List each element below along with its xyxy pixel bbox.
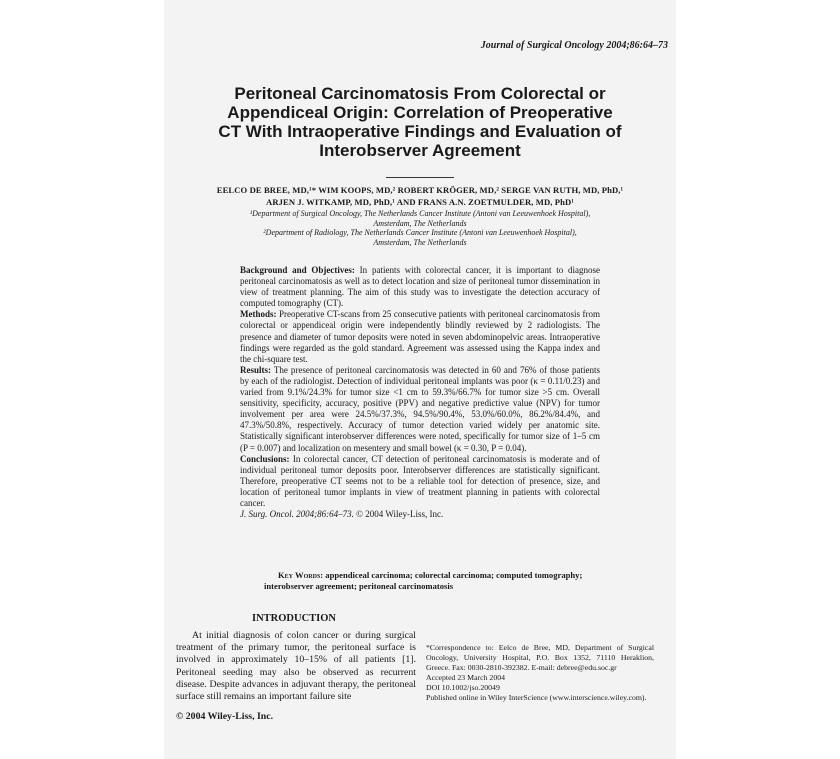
abstract-results: [240, 365, 600, 454]
background-label: Background and Objectives:: [240, 265, 355, 275]
introduction-heading: INTRODUCTION: [252, 613, 337, 624]
title-divider: [386, 177, 454, 178]
paper-title: [184, 84, 656, 160]
introduction-column: [176, 630, 416, 703]
accepted-date: Accepted 23 March 2004: [426, 673, 506, 682]
author-line: ARJEN J. WITKAMP, MD, PhD,¹ AND FRANS A.N. ZOETMULDER, MD, PhD¹: [266, 197, 574, 207]
keywords-label: Key Words:: [278, 570, 324, 580]
title-line: Appendiceal Origin: Correlation of Preoperative: [227, 103, 613, 122]
abstract: [240, 265, 600, 520]
right-margin: [676, 0, 840, 759]
keywords: [264, 570, 594, 592]
abstract-citation: [240, 509, 600, 520]
abstract-conclusions: [240, 454, 600, 509]
published-note: Published online in Wiley InterScience (www.interscience.wiley.com).: [426, 693, 647, 702]
citation-journal: J. Surg. Oncol. 2004;86:64–73.: [240, 509, 354, 520]
conclusions-text: In colorectal cancer, CT detection of peritoneal carcinomatosis is moderate and of individual peritoneal tumor deposits poor. Interobserver differences are statistically significant. Therefore, preoperative CT seems not to be a reliable tool for detection of presence, size, and location of peritoneal tumor implants in view of treatment planning in patients with colorectal cancer.: [240, 453, 600, 508]
correspondence-note: *Correspondence to: Eelco de Bree, MD, Department of Surgical Oncology, University Hospital, P.O. Box 1352, 71110 Heraklion, Greece. Fax: 0030-2810-392382. E-mail: debree@edu.soc.gr: [426, 643, 654, 672]
conclusions-label: Conclusions:: [240, 453, 290, 464]
citation-copyright: © 2004 Wiley-Liss, Inc.: [353, 509, 444, 520]
title-line: Peritoneal Carcinomatosis From Colorectal or: [234, 84, 606, 103]
introduction-text: At initial diagnosis of colon cancer or during surgical treatment of the primary tumor, the peritoneal surface is involved in approximately 10–15% of all patients [1]. Peritoneal seeding may also be observed as recurrent disease. Despite advances in adjuvant therapy, the peritoneal surface still remains an important failure site: [176, 630, 416, 703]
methods-label: Methods:: [240, 309, 277, 320]
affiliation-line: Amsterdam, The Netherlands: [373, 238, 467, 247]
left-margin: [0, 0, 164, 759]
journal-header: Journal of Surgical Oncology 2004;86:64–73: [480, 40, 668, 51]
affiliation-2: [188, 228, 652, 248]
doi-note: DOI 10.1002/jso.20049: [426, 683, 500, 692]
affiliation-1: [188, 209, 652, 229]
affiliation-line: ¹Department of Surgical Oncology, The Netherlands Cancer Institute (Antoni van Leeuwenhoek Hospital),: [249, 209, 591, 218]
keywords-text: appendiceal carcinoma; colorectal carcinoma; computed tomography; interobserver agreement; peritoneal carcinomatosis: [264, 570, 583, 591]
paper-page: [164, 0, 676, 759]
results-label: Results:: [240, 364, 271, 375]
author-line: EELCO DE BREE, MD,¹* WIM KOOPS, MD,² ROBERT KRÖGER, MD,² SERGE VAN RUTH, MD, PhD,¹: [216, 185, 624, 195]
results-text: The presence of peritoneal carcinomatosis was detected in 60 and 76% of those patients by each of the radiologist. Detection of individual peritoneal implants was poor (κ = 0.11/0.23) and varied from 9.1%/24.3% for tumor size <1 cm to 59.3%/66.7% for tumor size >5 cm. Overall sensitivity, specificity, accuracy, positive (PPV) and negative predictive value (NPV) for tumor involvement per area were 24.5%/37.3%, 94.5%/90.4%, 53.0%/60.0%, 86.2%/84.4%, and 47.3%/50.8%, respectively. Accuracy of tumor detection varied widely per anatomic site. Statistically significant interobserver differences were noted, specifically for tumor size of 1–5 cm (P = 0.007) and localization on mesentery and small bowel (κ = 0.30, P = 0.04).: [240, 364, 600, 453]
author-list: [188, 184, 652, 208]
title-line: CT With Intraoperative Findings and Evaluation of: [218, 122, 622, 141]
copyright-notice: © 2004 Wiley-Liss, Inc.: [176, 711, 274, 722]
methods-text: Preoperative CT-scans from 25 consecutive patients with peritoneal carcinomatosis from colorectal or appendiceal origin were independently blindly reviewed by 2 radiologists. The presence and diameter of tumor deposits were noted in seven abdominopelvic areas. Intraoperative findings were regarded as the gold standard. Agreement was assessed using the Kappa index and the chi-square test.: [240, 309, 600, 364]
title-line: Interobserver Agreement: [319, 141, 521, 160]
footnotes: [426, 643, 654, 703]
background-text: In patients with colorectal cancer, it is important to diagnose peritoneal carcinomatosis as well as to detect location and size of peritoneal tumor dissemination in view of treatment planning. The aim of this study was to investigate the detection accuracy of computed tomography (CT).: [240, 265, 600, 309]
abstract-methods: [240, 309, 600, 364]
abstract-background: [240, 265, 600, 309]
affiliation-line: ²Department of Radiology, The Netherlands Cancer Institute (Antoni van Leeuwenhoek Hospital),: [263, 228, 577, 237]
affiliation-line: Amsterdam, The Netherlands: [373, 219, 467, 228]
